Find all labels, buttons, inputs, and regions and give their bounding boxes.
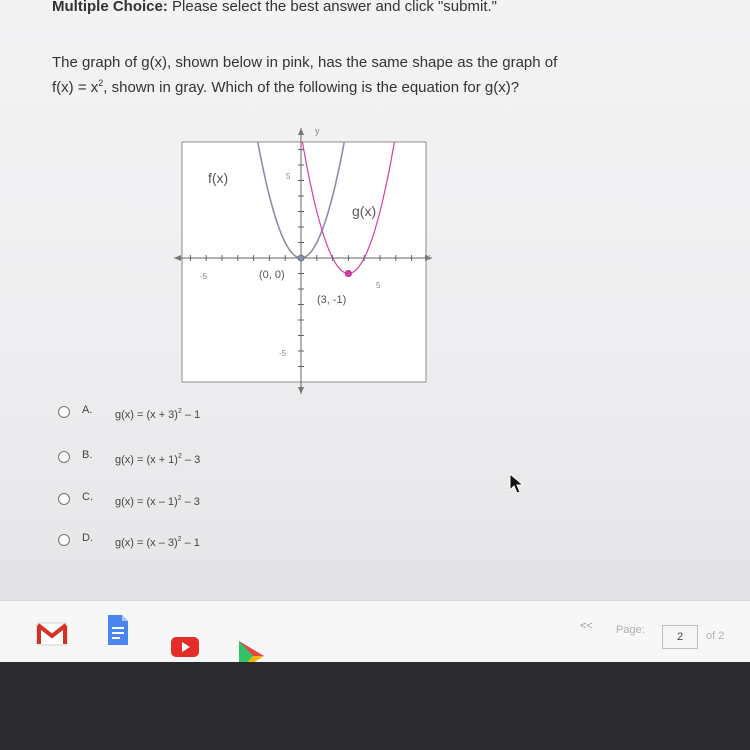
page-number-input[interactable]: 2 bbox=[662, 625, 698, 649]
choice-c-eq-pre: g(x) = (x – 1) bbox=[115, 496, 178, 508]
choice-d-eq-post: – 1 bbox=[181, 537, 200, 549]
choice-c[interactable] bbox=[58, 491, 358, 515]
question-line-2 bbox=[52, 73, 572, 98]
point-g-label: (3, -1) bbox=[317, 294, 347, 306]
question-line-2-post: , shown in gray. Which of the following is the equation for g(x)? bbox=[103, 79, 520, 96]
tick-label-y-neg5: -5 bbox=[279, 349, 287, 358]
choice-a-eq-post: – 1 bbox=[181, 409, 201, 421]
f-vertex-point bbox=[298, 255, 304, 261]
choice-b-letter: B. bbox=[82, 449, 93, 461]
question-line-1: The graph of g(x), shown below in pink, has the same shape as the graph of bbox=[52, 54, 558, 71]
monitor-bezel bbox=[0, 662, 750, 750]
choice-a-radio[interactable] bbox=[58, 406, 70, 418]
y-axis-arrow-up bbox=[298, 128, 304, 135]
y-axis-label: y bbox=[315, 126, 320, 136]
choice-b-radio[interactable] bbox=[58, 451, 70, 463]
g-label: g(x) bbox=[352, 203, 377, 219]
choice-c-eq-post: – 3 bbox=[181, 496, 200, 508]
choice-c-eq-exp: 2 bbox=[177, 495, 182, 502]
choice-c-radio[interactable] bbox=[58, 493, 70, 505]
gmail-icon[interactable] bbox=[36, 620, 68, 648]
choice-b-eq-pre: g(x) = (x + 1) bbox=[115, 454, 178, 466]
page-prev-icon[interactable]: << bbox=[580, 620, 593, 632]
graph-figure bbox=[170, 126, 440, 398]
choice-c-equation bbox=[115, 495, 200, 508]
point-f-label: (0, 0) bbox=[259, 269, 285, 281]
tick-label-x-neg5: -5 bbox=[200, 272, 208, 281]
question-text bbox=[52, 53, 572, 98]
instructions-label: Multiple Choice: bbox=[52, 0, 168, 15]
choice-a[interactable] bbox=[58, 404, 358, 428]
choice-d-eq-pre: g(x) = (x – 3) bbox=[115, 537, 178, 549]
choice-b-eq-post: – 3 bbox=[181, 454, 201, 466]
x-axis-label: x bbox=[426, 252, 431, 262]
graph-svg bbox=[170, 126, 440, 398]
choice-d-radio[interactable] bbox=[58, 534, 70, 546]
question-line-2-pre: f(x) = x bbox=[52, 79, 99, 96]
docs-icon[interactable] bbox=[106, 614, 130, 646]
youtube-icon[interactable] bbox=[170, 636, 200, 658]
instructions bbox=[52, 0, 497, 15]
tick-label-y-5: 5 bbox=[286, 172, 291, 181]
instructions-text: Please select the best answer and click "submit." bbox=[172, 0, 497, 15]
choice-d-equation bbox=[115, 536, 200, 549]
choice-d-letter: D. bbox=[82, 532, 93, 544]
choice-b[interactable] bbox=[58, 449, 358, 473]
g-vertex-point bbox=[345, 271, 351, 277]
mouse-cursor-icon bbox=[509, 473, 525, 495]
question-exponent: 2 bbox=[98, 78, 104, 88]
f-label: f(x) bbox=[208, 170, 229, 186]
choice-a-eq-exp: 2 bbox=[177, 408, 182, 415]
tick-label-x-5: 5 bbox=[376, 281, 381, 290]
choice-b-equation bbox=[115, 453, 200, 466]
bottom-panel bbox=[0, 560, 750, 600]
choice-d[interactable] bbox=[58, 532, 358, 556]
choice-c-letter: C. bbox=[82, 491, 93, 503]
page-label: Page: bbox=[616, 624, 645, 636]
x-axis-arrow-left bbox=[174, 255, 181, 261]
choice-a-letter: A. bbox=[82, 404, 93, 416]
choice-d-eq-exp: 2 bbox=[177, 536, 182, 543]
choice-a-eq-pre: g(x) = (x + 3) bbox=[115, 409, 178, 421]
page-total: of 2 bbox=[706, 630, 725, 642]
choice-a-equation bbox=[115, 408, 200, 421]
choice-b-eq-exp: 2 bbox=[177, 453, 182, 460]
y-axis-arrow-down bbox=[298, 387, 304, 394]
